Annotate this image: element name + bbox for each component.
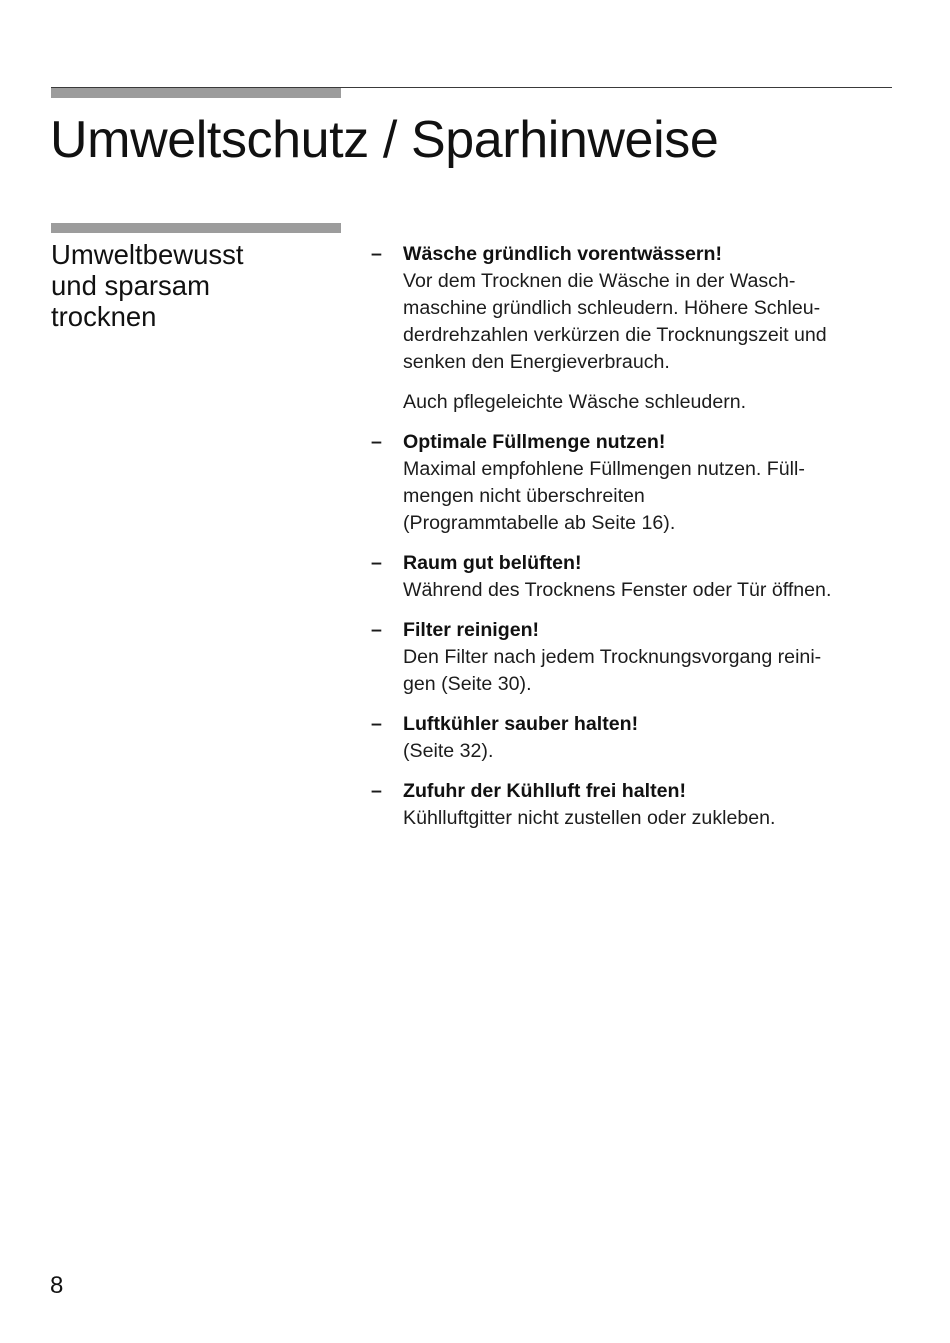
tip-title: Optimale Füllmenge nutzen!: [403, 431, 666, 453]
section-heading-line: trocknen: [51, 301, 157, 332]
tip-text-line: Vor dem Trocknen die Wäsche in der Wasch-: [403, 270, 796, 292]
tip-item: [371, 778, 896, 832]
tip-title: Zufuhr der Kühlluft frei halten!: [403, 780, 686, 802]
header-rule-bar: [51, 88, 341, 98]
tip-text-line: (Seite 32).: [403, 740, 494, 762]
tip-text-line: mengen nicht überschreiten: [403, 485, 645, 507]
list-dash: –: [371, 552, 382, 574]
page-title: Umweltschutz / Sparhinweise: [50, 111, 719, 169]
list-dash: –: [371, 431, 382, 453]
tip-item: [371, 429, 896, 537]
tip-text-line: Während des Trocknens Fenster oder Tür öffnen.: [403, 579, 832, 601]
tip-title: Luftkühler sauber halten!: [403, 713, 639, 735]
tip-text-line: maschine gründlich schleudern. Höhere Schleu-: [403, 297, 821, 319]
tip-title: Filter reinigen!: [403, 619, 540, 641]
tip-text-line: gen (Seite 30).: [403, 673, 532, 695]
list-dash: –: [371, 619, 382, 641]
tip-text-line: derdrehzahlen verkürzen die Trocknungszeit und: [403, 324, 827, 346]
tip-text-line: (Programmtabelle ab Seite 16).: [403, 512, 676, 534]
section-heading: [51, 239, 341, 332]
tips-list: [371, 241, 896, 845]
tip-item: [371, 550, 896, 604]
tip-text-line: Kühlluftgitter nicht zustellen oder zukleben.: [403, 807, 776, 829]
tip-title: Wäsche gründlich vorentwässern!: [403, 243, 723, 265]
tip-item: [371, 711, 896, 765]
tip-text-line: Maximal empfohlene Füllmengen nutzen. Füll-: [403, 458, 805, 480]
section-heading-line: und sparsam: [51, 270, 210, 301]
tip-text-line: Den Filter nach jedem Trocknungsvorgang reini-: [403, 646, 822, 668]
tip-text-line: senken den Energieverbrauch.: [403, 351, 670, 373]
tip-title: Raum gut belüften!: [403, 552, 582, 574]
section-rule-bar: [51, 223, 341, 233]
tip-item: [371, 617, 896, 698]
list-dash: –: [371, 243, 382, 265]
tip-extra-text: Auch pflegeleichte Wäsche schleudern.: [403, 391, 747, 413]
section-heading-line: Umweltbewusst: [51, 239, 244, 270]
list-dash: –: [371, 713, 382, 735]
list-dash: –: [371, 780, 382, 802]
page-number: 8: [50, 1272, 64, 1299]
tip-item: [371, 241, 896, 416]
